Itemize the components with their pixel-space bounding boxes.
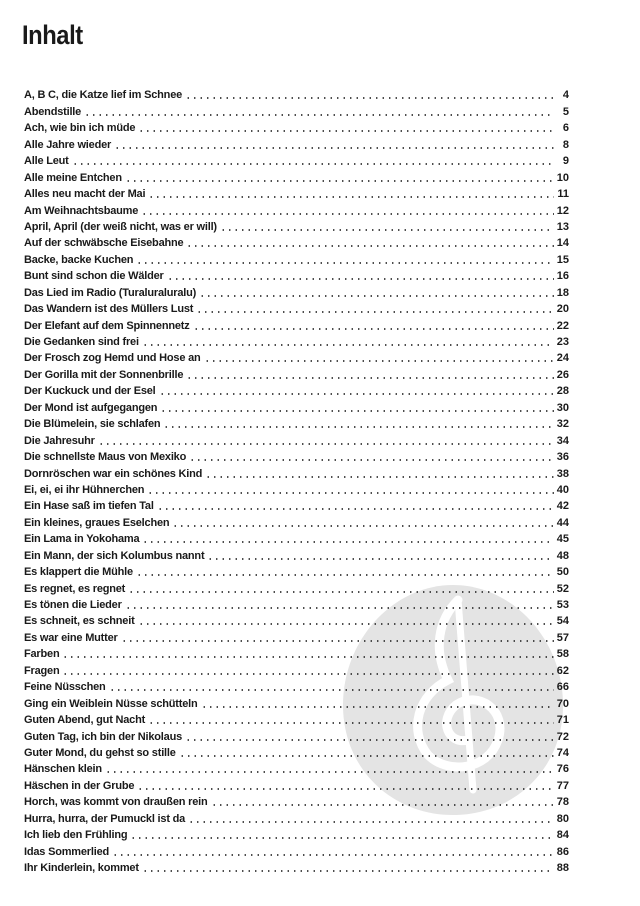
entry-page-number: 30 <box>556 401 569 414</box>
leader-dots <box>84 114 554 116</box>
leader-dots <box>141 213 554 215</box>
entry-title: Das Lied im Radio (Turaluraluralu) <box>24 286 197 299</box>
entry-page-number: 4 <box>562 89 569 102</box>
entry-page-number: 74 <box>556 746 569 759</box>
entry-page-number: 32 <box>556 418 569 431</box>
entry-page-number: 52 <box>556 582 569 595</box>
entry-title: Backe, backe Kuchen <box>24 253 134 266</box>
entry-page-number: 80 <box>556 812 569 825</box>
entry-page-number: 62 <box>556 664 569 677</box>
toc-entry[interactable] <box>24 793 569 809</box>
leader-dots <box>128 591 554 593</box>
entry-title: Auf der schwäbsche Eisebahne <box>24 237 184 250</box>
toc-entry[interactable] <box>24 596 569 612</box>
entry-title: Horch, was kommt von draußen rein <box>24 796 208 809</box>
entry-title: Es regnet, es regnet <box>24 582 126 595</box>
leader-dots <box>130 837 553 839</box>
entry-page-number: 66 <box>556 681 569 694</box>
leader-dots <box>142 541 553 543</box>
entry-page-number: 20 <box>556 303 569 316</box>
leader-dots <box>72 163 554 165</box>
entry-title: Der Gorilla mit der Sonnenbrille <box>24 368 184 381</box>
leader-dots <box>220 229 554 231</box>
entry-title: Alle Leut <box>24 155 69 168</box>
entry-title: Die Gedanken sind frei <box>24 336 139 348</box>
leader-dots <box>189 459 554 461</box>
toc-entry[interactable] <box>24 168 569 184</box>
entry-page-number: 36 <box>556 451 569 464</box>
toc-entry[interactable] <box>24 267 569 283</box>
toc-entry[interactable] <box>24 365 569 381</box>
entry-title: Abendstille <box>24 105 82 118</box>
entry-title: Häschen in der Grube <box>24 779 135 792</box>
entry-title: Bunt sind schon die Wälder <box>24 270 164 283</box>
entry-page-number: 88 <box>556 862 569 874</box>
leader-dots <box>186 245 553 247</box>
toc-entry[interactable] <box>24 513 569 529</box>
toc-entry[interactable] <box>24 776 569 792</box>
entry-page-number: 24 <box>556 352 569 365</box>
toc-entry[interactable] <box>24 86 569 102</box>
toc-entry[interactable] <box>24 185 569 201</box>
entry-title: Es klappert die Mühle <box>24 566 133 579</box>
leader-dots <box>112 854 554 856</box>
leader-dots <box>185 97 554 99</box>
entry-page-number: 45 <box>556 533 569 546</box>
entry-title: Am Weihnachtsbaume <box>24 204 139 217</box>
toc-entry[interactable] <box>24 135 569 151</box>
entry-page-number: 48 <box>556 549 569 562</box>
entry-title: Ach, wie bin ich müde <box>24 122 136 135</box>
toc-entry[interactable] <box>24 316 569 332</box>
entry-page-number: 8 <box>562 138 569 151</box>
toc-entry[interactable] <box>24 102 569 118</box>
toc-entry[interactable] <box>24 349 569 365</box>
entry-title: Ihr Kinderlein, kommet <box>24 862 139 874</box>
toc-entry[interactable] <box>24 727 569 743</box>
entry-page-number: 44 <box>556 516 569 529</box>
entry-title: Ein Mann, der sich Kolumbus nannt <box>24 549 205 562</box>
entry-title: Guter Mond, du gehst so stille <box>24 746 176 759</box>
entry-page-number: 53 <box>556 599 569 611</box>
toc-entry[interactable] <box>24 415 569 431</box>
leader-dots <box>62 673 553 675</box>
entry-page-number: 28 <box>556 385 569 398</box>
toc-entry[interactable] <box>24 546 569 562</box>
leader-dots <box>204 360 554 362</box>
entry-page-number: 26 <box>556 368 569 381</box>
entry-title: Alles neu macht der Mai <box>24 188 146 201</box>
entry-page-number: 6 <box>562 122 569 135</box>
entry-page-number: 14 <box>556 237 569 250</box>
leader-dots <box>199 295 554 297</box>
toc-entry[interactable] <box>24 481 569 497</box>
leader-dots <box>136 574 554 576</box>
entry-title: Der Mond ist aufgegangen <box>24 401 158 414</box>
entry-page-number: 72 <box>556 730 569 743</box>
toc-entry[interactable] <box>24 711 569 727</box>
entry-page-number: 54 <box>556 615 569 628</box>
entry-title: Fragen <box>24 664 60 677</box>
entry-title: Die Blümelein, sie schlafen <box>24 418 161 431</box>
leader-dots <box>121 640 554 642</box>
leader-dots <box>125 180 554 182</box>
entry-page-number: 40 <box>556 483 569 496</box>
entry-title: Ein Lama in Yokohama <box>24 533 140 546</box>
toc-entry[interactable] <box>24 645 569 661</box>
toc-entry[interactable] <box>24 744 569 760</box>
entry-title: Ging ein Weiblein Nüsse schütteln <box>24 697 198 710</box>
entry-page-number: 42 <box>556 500 569 513</box>
entry-page-number: 9 <box>562 155 569 168</box>
entry-page-number: 22 <box>556 319 569 332</box>
leader-dots <box>207 558 553 560</box>
entry-page-number: 13 <box>556 220 569 233</box>
entry-title: Farben <box>24 648 60 661</box>
leader-dots <box>172 525 553 527</box>
entry-title: April, April (der weiß nicht, was er will) <box>24 220 217 233</box>
toc-entry[interactable] <box>24 678 569 694</box>
entry-page-number: 10 <box>556 171 569 184</box>
toc-entry[interactable] <box>24 628 569 644</box>
page-title: Inhalt <box>22 20 83 50</box>
toc-entry[interactable] <box>24 579 569 595</box>
leader-dots <box>188 821 554 823</box>
toc-entry[interactable] <box>24 694 569 710</box>
entry-title: Ein kleines, graues Eselchen <box>24 516 170 529</box>
leader-dots <box>160 410 553 412</box>
leader-dots <box>138 130 554 132</box>
entry-title: Das Wandern ist des Müllers Lust <box>24 303 194 316</box>
leader-dots <box>157 508 554 510</box>
toc-entry[interactable] <box>24 431 569 447</box>
entry-page-number: 23 <box>556 336 569 348</box>
entry-page-number: 70 <box>556 697 569 710</box>
leader-dots <box>142 870 554 872</box>
toc-entry[interactable] <box>24 333 569 349</box>
toc-entry[interactable] <box>24 859 569 875</box>
entry-page-number: 78 <box>556 796 569 809</box>
toc-entry[interactable] <box>24 497 569 513</box>
toc-entry[interactable] <box>24 760 569 776</box>
toc-entry[interactable] <box>24 201 569 217</box>
leader-dots <box>148 196 554 198</box>
entry-title: Ei, ei, ei ihr Hühnerchen <box>24 483 145 496</box>
toc-entry[interactable] <box>24 152 569 168</box>
entry-title: Hurra, hurra, der Pumuckl ist da <box>24 812 186 825</box>
leader-dots <box>105 771 554 773</box>
entry-title: Der Elefant auf dem Spinnennetz <box>24 319 190 332</box>
toc-entry[interactable] <box>24 283 569 299</box>
leader-dots <box>147 492 553 494</box>
entry-title: Es schneit, es schneit <box>24 615 135 628</box>
entry-title: Hänschen klein <box>24 763 102 776</box>
entry-page-number: 84 <box>556 829 569 842</box>
entry-title: Der Frosch zog Hemd und Hose an <box>24 352 201 365</box>
table-of-contents <box>24 86 569 875</box>
leader-dots <box>109 689 554 691</box>
toc-entry[interactable] <box>24 826 569 842</box>
entry-title: Guten Tag, ich bin der Nikolaus <box>24 730 183 743</box>
entry-page-number: 58 <box>556 648 569 661</box>
entry-title: Idas Sommerlied <box>24 845 110 858</box>
entry-page-number: 50 <box>556 566 569 579</box>
entry-title: Ein Hase saß im tiefen Tal <box>24 500 154 513</box>
leader-dots <box>211 804 554 806</box>
leader-dots <box>62 656 553 658</box>
toc-entry[interactable] <box>24 464 569 480</box>
entry-title: Ich lieb den Frühling <box>24 829 128 842</box>
entry-page-number: 71 <box>556 714 569 727</box>
entry-title: Feine Nüsschen <box>24 681 106 694</box>
leader-dots <box>196 311 554 313</box>
entry-page-number: 12 <box>556 204 569 217</box>
leader-dots <box>205 476 554 478</box>
leader-dots <box>163 426 553 428</box>
toc-entry[interactable] <box>24 382 569 398</box>
entry-title: Alle meine Entchen <box>24 171 122 184</box>
toc-entry[interactable] <box>24 398 569 414</box>
entry-title: Die schnellste Maus von Mexiko <box>24 451 187 464</box>
toc-entry[interactable] <box>24 612 569 628</box>
entry-page-number: 38 <box>556 467 569 480</box>
toc-entry[interactable] <box>24 119 569 135</box>
toc-entry[interactable] <box>24 563 569 579</box>
leader-dots <box>193 328 554 330</box>
leader-dots <box>167 278 554 280</box>
entry-title: Dornröschen war ein schönes Kind <box>24 467 203 480</box>
toc-entry[interactable] <box>24 218 569 234</box>
entry-page-number: 86 <box>556 845 569 858</box>
entry-title: Die Jahresuhr <box>24 434 95 447</box>
toc-entry[interactable] <box>24 530 569 546</box>
leader-dots <box>179 755 554 757</box>
leader-dots <box>201 706 554 708</box>
entry-title: Alle Jahre wieder <box>24 138 112 151</box>
leader-dots <box>138 623 554 625</box>
toc-entry[interactable] <box>24 448 569 464</box>
leader-dots <box>148 722 554 724</box>
entry-page-number: 11 <box>557 188 569 201</box>
leader-dots <box>136 262 553 264</box>
toc-entry[interactable] <box>24 842 569 858</box>
leader-dots <box>114 147 554 149</box>
toc-entry[interactable] <box>24 661 569 677</box>
entry-page-number: 77 <box>556 779 569 792</box>
toc-entry[interactable] <box>24 250 569 266</box>
entry-page-number: 18 <box>556 286 569 299</box>
entry-page-number: 34 <box>556 434 569 447</box>
leader-dots <box>125 607 554 609</box>
leader-dots <box>142 344 554 346</box>
leader-dots <box>159 393 554 395</box>
entry-page-number: 76 <box>556 763 569 776</box>
leader-dots <box>98 443 554 445</box>
toc-entry[interactable] <box>24 234 569 250</box>
leader-dots <box>137 788 553 790</box>
toc-entry[interactable] <box>24 809 569 825</box>
toc-entry[interactable] <box>24 300 569 316</box>
leader-dots <box>186 377 554 379</box>
entry-page-number: 5 <box>562 105 569 118</box>
entry-title: Es tönen die Lieder <box>24 599 122 611</box>
entry-title: Der Kuckuck und der Esel <box>24 385 156 398</box>
entry-page-number: 15 <box>556 253 569 266</box>
entry-title: Es war eine Mutter <box>24 631 118 644</box>
entry-page-number: 16 <box>556 270 569 283</box>
leader-dots <box>185 739 554 741</box>
entry-title: A, B C, die Katze lief im Schnee <box>24 89 183 102</box>
entry-page-number: 57 <box>556 631 569 644</box>
entry-title: Guten Abend, gut Nacht <box>24 714 146 727</box>
